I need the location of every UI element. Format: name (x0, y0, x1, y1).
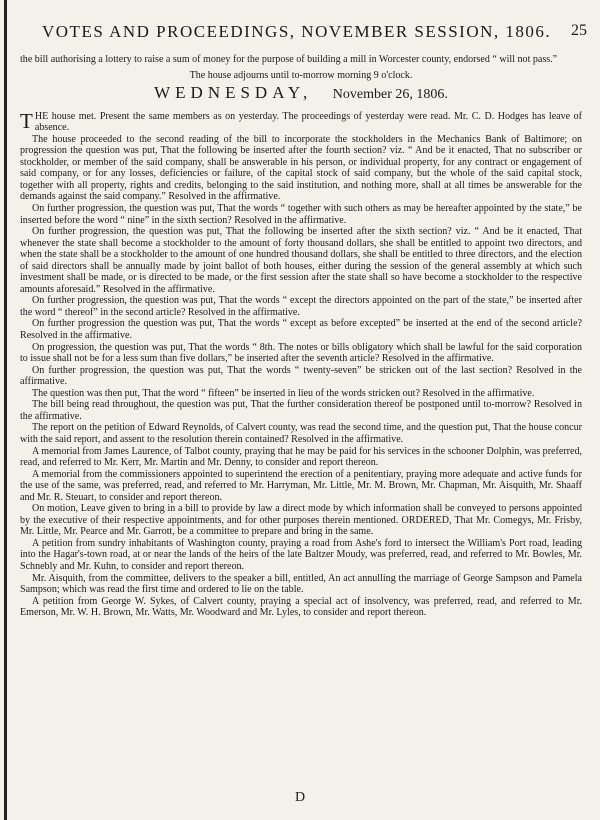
signature-mark: D (294, 790, 306, 805)
paragraph-bank-bill: The house proceeded to the second reading of the bill to incorporate the stockholders in the Mechanics Bank of Baltimore; on progression the question was put, That the following be inserted after the fourth section? viz. “ And be it enacted, That no subscriber or stockholder, or member of the said company, shall be answerable in his person, or individual property, for any contract or engagement of said company, or for any losses, deficiencies or failure, of the capital stock of said company, but the whole of the said capital stock, together with all property, rights and credits, belonging to the said institution, and nothing more, shall at all times be answerable for the demands against the said company.” Resolved in the affirmative. (20, 133, 582, 203)
day-name: WEDNESDAY, (154, 83, 313, 103)
paragraph-progression-3: On further progression, the question was put, That the words “ except the directors appointed on the part of the state,” be inserted after the word “ thereof” in the second article? Resolved in the affirmative. (20, 295, 582, 318)
paragraph-aisquith-bill: Mr. Aisquith, from the committee, delivers to the speaker a bill, entitled, An act annulling the marriage of George Sampson and Pamela Sampson; which was read the first time and ordered to lie on the table. (20, 572, 582, 596)
day-date: November 26, 1806. (332, 87, 448, 103)
paragraph-progression-5: On progression, the question was put, That the words “ 8th. The notes or bills obligatory which shall be lawful for the said corporation to issue shall not be for a less sum than five dollars,” be inserted after the seventh article? Resolved in the affirmative. (20, 341, 582, 365)
paragraph-reynolds-report: The report on the petition of Edward Reynolds, of Calvert county, was read the second time, and the question put, That the house concur with the said report, and assent to the resolution therein contained? Resolved in the affirmative. (20, 422, 582, 445)
paragraph-laurence-memorial: A memorial from James Laurence, of Talbot county, praying that he may be paid for his services in the schooner Dolphin, was preferred, read, and referred to Mr. Kerr, Mr. Martin and Mr. Denny, to consider and report thereon. (20, 445, 582, 469)
paragraph-question-fifteen: The question was then put, That the word “ fifteen” be inserted in lieu of the words stricken out? Resolved in the affirmative. (32, 387, 535, 399)
paragraph-progression-1: On further progression, the question was put, That the words “ together with such others as may be hereafter appointed by the state,” be inserted before the word “ nine” in the sixth section? Resolved in the affirmative. (20, 203, 582, 226)
paragraph-progression-6: On further progression, the question was put, That the words “ twenty-seven” be stricken out of the last section? Resolved in the affirmative. (20, 364, 582, 388)
paragraph-washington-petition: A petition from sundry inhabitants of Washington county, praying a road from Ashe's ford to intersect the William's Port road, leading into the Hagar's-town road, at or near the lands of the heirs of the late Baltzer Moudy, was preferred, read, and referred to Mr. Bowles, Mr. Schnebly and Mr. Kuhn, to consider and report thereon. (20, 537, 582, 572)
paragraph-progression-4: On further progression the question was put, That the words “ except as before excepted” be inserted at the end of the second article? Resolved in the affirmative. (20, 318, 582, 342)
page-number: 25 (571, 22, 587, 39)
adjournment-line: The house adjourns until to-morrow morning 9 o'clock. (189, 69, 413, 81)
binding-margin-rule (4, 0, 7, 820)
page-body (20, 54, 582, 619)
page-header (42, 22, 587, 46)
continued-paragraph: the bill authorising a lottery to raise a sum of money for the purpose of building a mill in Worcester county, endorsed “ will not pass.” (20, 54, 558, 65)
paragraph-motion: On motion, Leave given to bring in a bill to provide by law a direct mode by which information shall be conveyed to persons appointed by the executive of their respective appointments, and for other purposes therein mentioned. ORDERED, That Mr. Comegys, Mr. Frisby, Mr. Little, Mr. Pearce and Mr. Garrott, be a committee to prepare and bring in the same. (20, 503, 582, 538)
drop-cap: T (20, 108, 33, 133)
paragraph-sykes-petition: A petition from George W. Sykes, of Calvert county, praying a special act of insolvency, was preferred, read, and referred to Mr. Emerson, Mr. W. H. Brown, Mr. Watts, Mr. Woodward and Mr. Lyles, to consider and report thereon. (20, 595, 582, 619)
day-heading (20, 83, 582, 103)
paragraph-bill-read: The bill being read throughout, the question was put, That the further consideration thereof be postponed until to-morrow? Resolved in the affirmative. (20, 399, 582, 422)
paragraph-progression-2: On further progression, the question was put, That the following be inserted after the sixth section? viz. “ And be it enacted, That whenever the state shall become a stockholder to the amount of forty thousand dollars, she shall be entitled to appoint two directors, and when the state shall be a stockholder to the amount of one hundred thousand dollars, she shall be entitled to three directors, and the election of said directors shall be annually made by joint ballot of both houses, either during the session of the general assembly at which such investment shall be made, or is directed to be made, or the first session after the state shall so have become a stockholder to the respective amounts aforesaid.” Resolved in the affirmative. (20, 226, 582, 295)
paragraph-penitentiary-memorial: A memorial from the commissioners appointed to superintend the erection of a penitentiary, praying more adequate and active funds for the use of the same, was preferred, read, and referred to Mr. Harryman, Mr. Little, Mr. M. Brown, Mr. Chapman, Mr. Aisquith, Mr. Shaaff and Mr. R. Steuart, to consider and report thereon. (20, 468, 582, 503)
opening-paragraph-text: HE house met. Present the same members as on yesterday. The proceedings of yesterday were read. Mr. C. D. Hodges has leave of absence. (34, 110, 582, 134)
opening-paragraph (20, 108, 582, 134)
running-title: VOTES AND PROCEEDINGS, NOVEMBER SESSION, 1806. (42, 22, 552, 41)
